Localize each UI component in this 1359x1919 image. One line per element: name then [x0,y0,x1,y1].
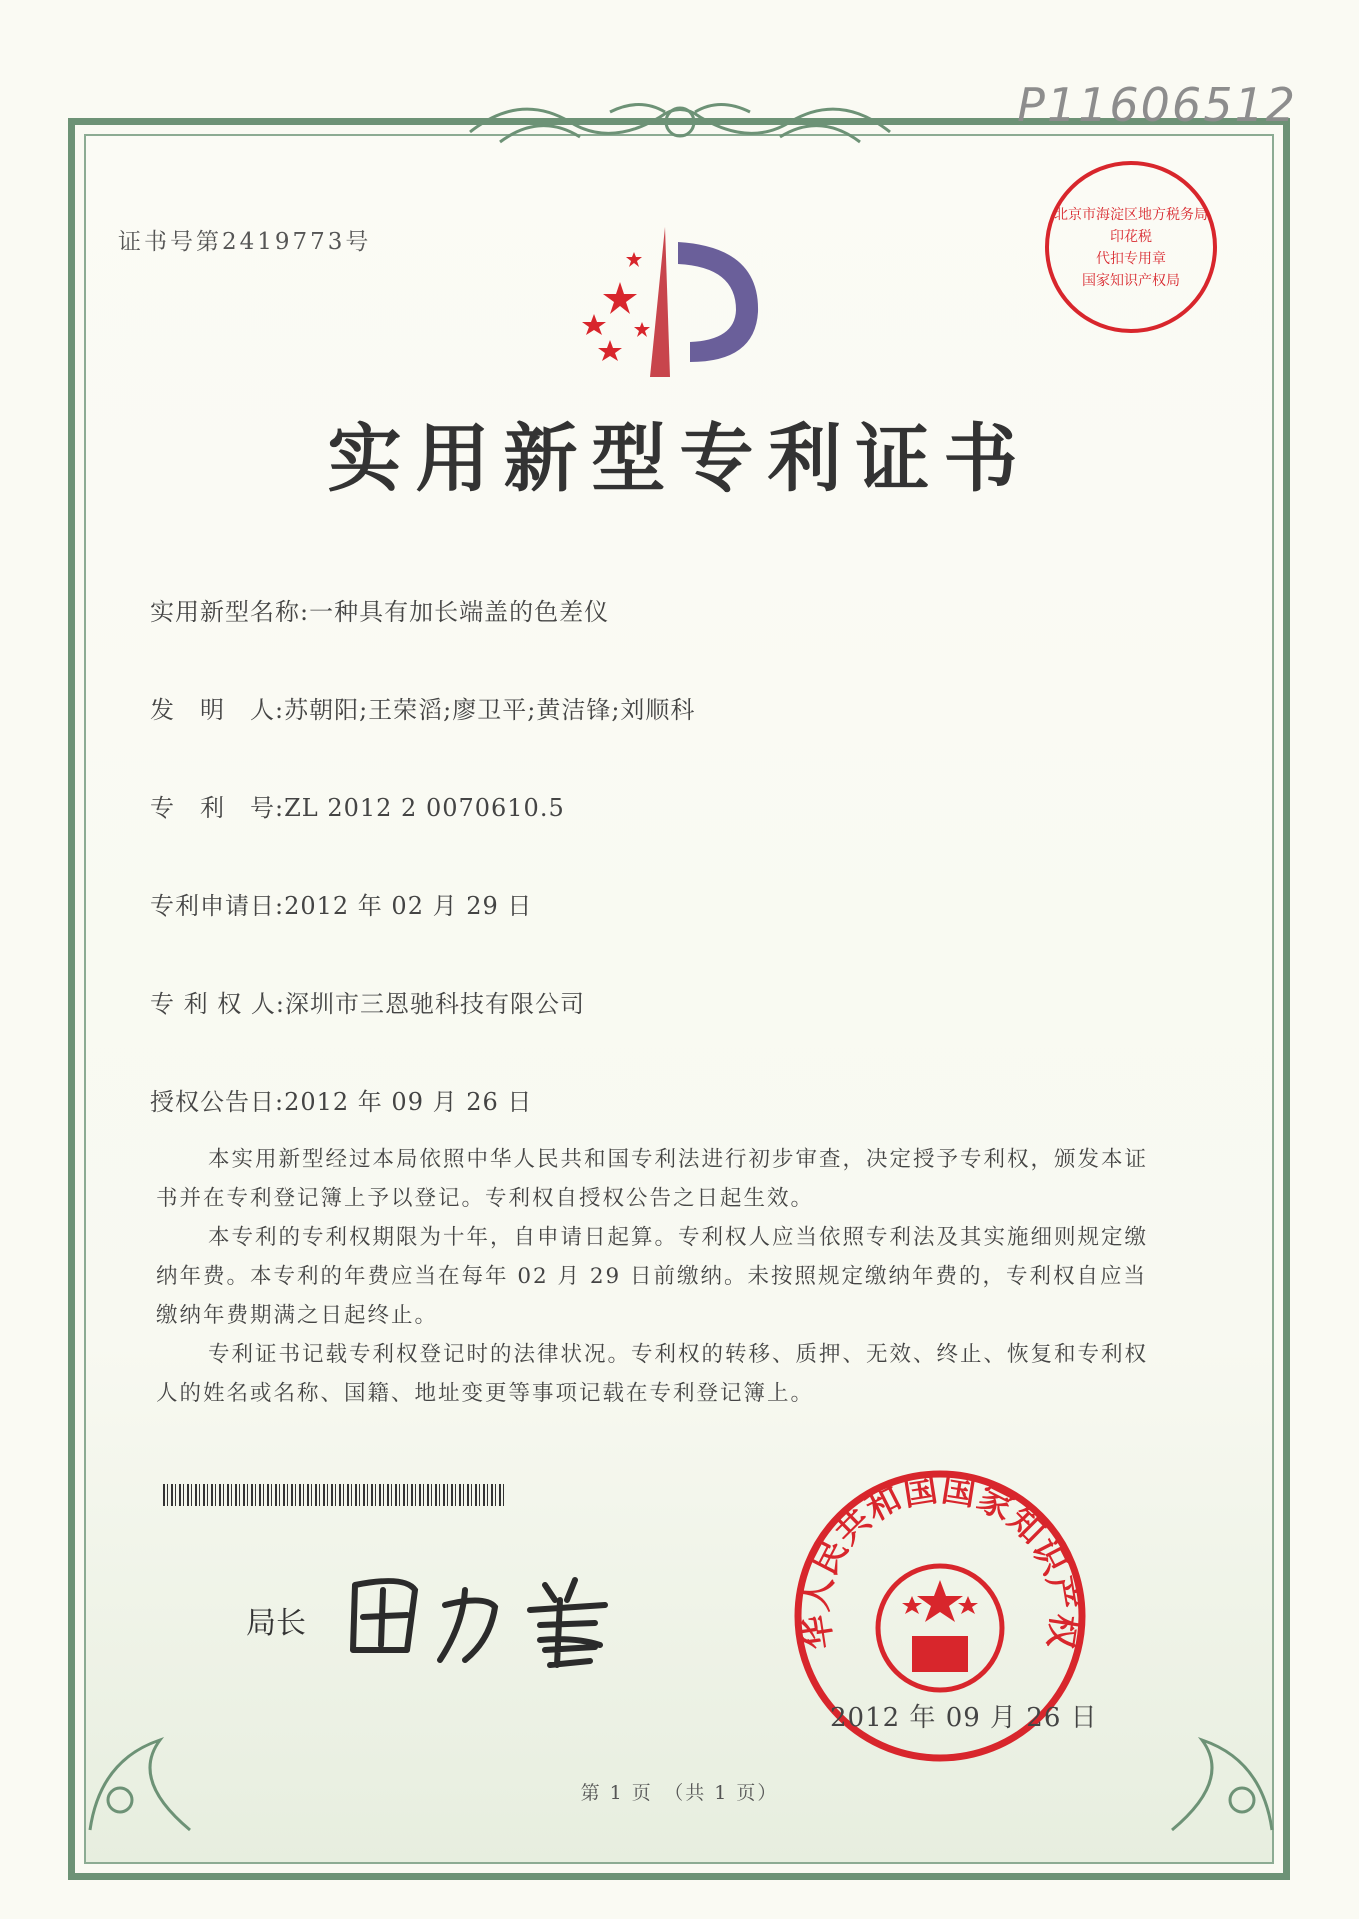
handwritten-note: P11606512 [1017,78,1297,132]
field-label: 专利申请日: [150,892,285,920]
field-grant-date [150,1082,532,1117]
body-paragraph: 专利证书记载专利权登记时的法律状况。专利权的转移、质押、无效、终止、恢复和专利权人的姓名或名称、国籍、地址变更等事项记载在专利登记簿上。 [156,1342,1149,1406]
body-paragraph: 本专利的专利权期限为十年，自申请日起算。专利权人应当依照专利法及其实施细则规定缴纳年费。本专利的年费应当在每年 02 月 29 日前缴纳。未按照规定缴纳年费的，专利权自应当缴纳年费期满之日起终止。 [156,1225,1149,1328]
field-label: 发 明 人: [150,696,285,724]
patent-office-logo [560,222,770,382]
field-label: 实用新型名称: [150,598,310,626]
barcode [163,1484,505,1506]
svg-text:中华人民共和国国家知识产权局 [792,1468,1084,1652]
certificate-number: 证书号第2419773号 [118,229,372,255]
field-value: 一种具有加长端盖的色差仪 [309,598,610,626]
certificate-title: 实用新型专利证书 [327,416,1032,502]
top-ornament [460,92,900,162]
tax-stamp-line-4: 国家知识产权局 [1082,273,1180,289]
tax-stamp-line-3: 代扣专用章 [1096,251,1166,267]
signature-image [345,1565,635,1675]
field-value: 深圳市三恩驰科技有限公司 [284,990,585,1018]
field-label: 授权公告日: [150,1088,285,1116]
official-seal-text: 华人民共和国国家知识产权 [795,1469,1085,1652]
tax-stamp-line-1: 北京市海淀区地方税务局 [1054,207,1208,223]
field-application-date [150,886,532,921]
certificate-body [156,1140,1156,1413]
field-value: 2012 年 02 月 29 日 [284,892,533,920]
field-label: 专 利 号: [150,794,285,822]
field-label: 专 利 权 人: [150,990,285,1018]
director-signature [345,1565,635,1679]
field-utility-model-name [150,592,609,627]
tax-stamp-line-2: 印花税 [1110,229,1152,245]
field-value: 2012 年 09 月 26 日 [284,1088,533,1116]
page-number: 第 1 页 （共 1 页） [580,1782,779,1804]
field-value: 苏朝阳;王荣滔;廖卫平;黄洁锋;刘顺科 [284,696,696,724]
tax-stamp [1042,158,1220,336]
field-inventors [150,690,695,725]
seal-date: 2012 年 09 月 26 日 [830,1703,1098,1733]
field-value: ZL 2012 2 0070610.5 [284,794,565,822]
body-paragraph: 本实用新型经过本局依照中华人民共和国专利法进行初步审查，决定授予专利权，颁发本证书并在专利登记簿上予以登记。专利权自授权公告之日起生效。 [156,1147,1149,1211]
field-patentee [150,984,585,1019]
director-label: 局长 [246,1606,306,1641]
field-patent-number [150,788,565,823]
